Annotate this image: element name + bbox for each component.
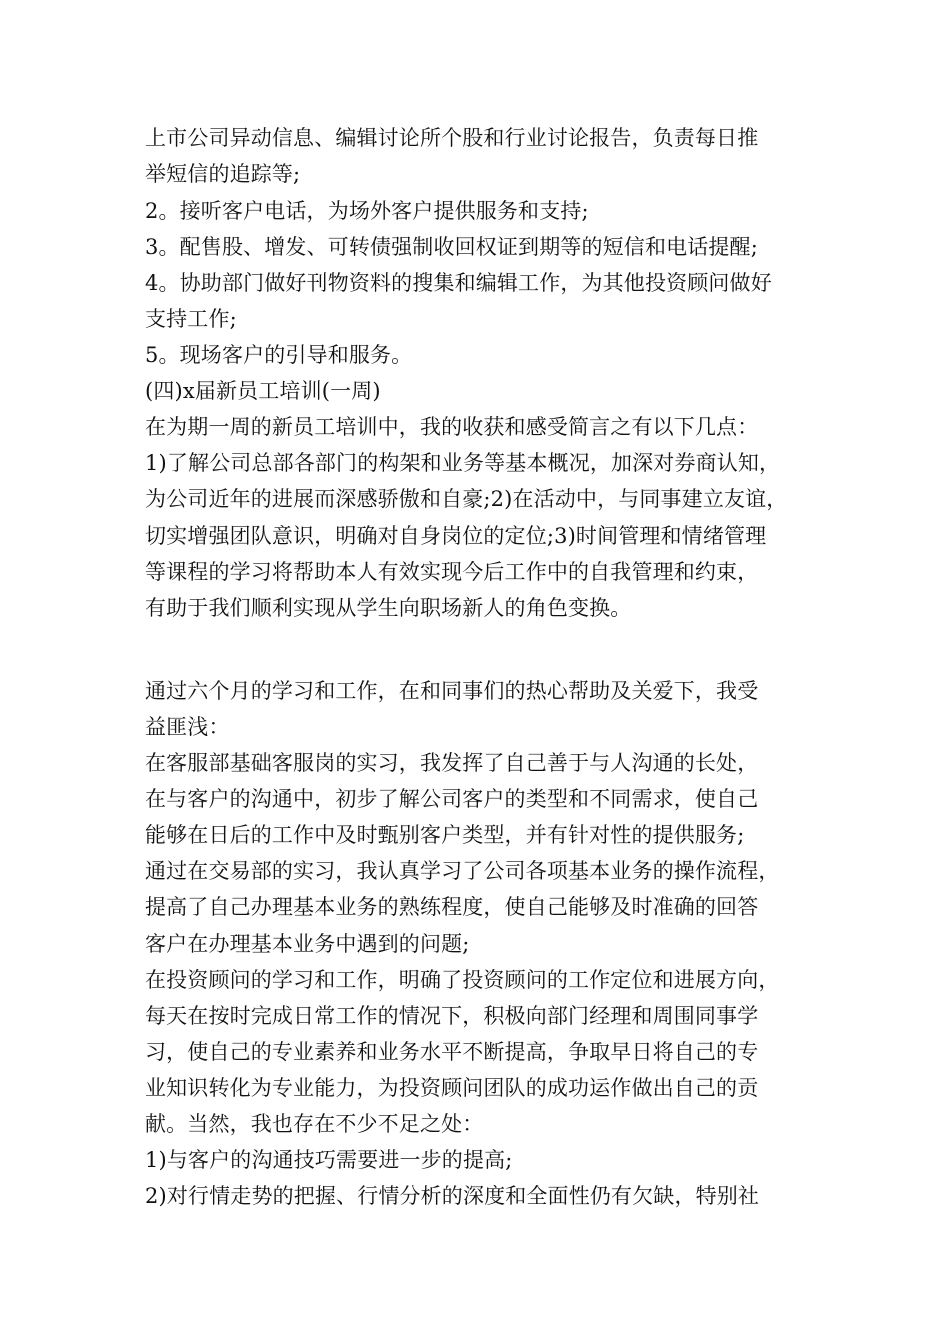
text-line: 通过在交易部的实习，我认真学习了公司各项基本业务的操作流程， [145,859,780,883]
text-line: 在为期一周的新员工培训中，我的收获和感受简言之有以下几点： [145,415,759,439]
text-line: 每天在按时完成日常工作的情况下，积极向部门经理和周围同事学 [145,1004,759,1028]
text-line: 在投资顾问的学习和工作，明确了投资顾问的工作定位和进展方向， [145,968,780,992]
text-line: 在与客户的沟通中，初步了解公司客户的类型和不同需求，使自己 [145,787,759,811]
text-line: 通过六个月的学习和工作，在和同事们的热心帮助及关爱下，我受 [145,679,759,703]
text-line: 能够在日后的工作中及时甄别客户类型，并有针对性的提供服务; [145,823,745,847]
text-line: 提高了自己办理基本业务的熟练程度，使自己能够及时准确的回答 [145,895,759,919]
section-heading: (四)x届新员工培训(一周) [145,379,381,403]
text-line: 在客服部基础客服岗的实习，我发挥了自己善于与人沟通的长处， [145,751,759,775]
text-line: 3。配售股、增发、可转债强制收回权证到期等的短信和电话提醒; [145,235,758,259]
text-line: 有助于我们顺利实现从学生向职场新人的角色变换。 [145,596,632,620]
text-line: 业知识转化为专业能力，为投资顾问团队的成功运作做出自己的贡 [145,1076,759,1100]
text-line: 献。当然，我也存在不少不足之处： [145,1112,484,1136]
text-line: 1)了解公司总部各部门的构架和业务等基本概况，加深对券商认知， [145,451,781,475]
text-line: 举短信的追踪等; [145,162,301,186]
text-line: 4。协助部门做好刊物资料的搜集和编辑工作，为其他投资顾问做好 [145,271,772,295]
text-line: 2)对行情走势的把握、行情分析的深度和全面性仍有欠缺，特别社 [145,1184,760,1208]
text-line: 5。现场客户的引导和服务。 [145,343,413,367]
text-line: 客户在办理基本业务中遇到的问题; [145,932,470,956]
text-line: 2。接听客户电话，为场外客户提供服务和支持; [145,199,589,223]
text-line: 1)与客户的沟通技巧需要进一步的提高; [145,1148,513,1172]
text-line: 益匪浅： [145,715,230,739]
text-line: 上市公司异动信息、编辑讨论所个股和行业讨论报告，负责每日推 [145,126,759,150]
text-line: 为公司近年的进展而深感骄傲和自豪;2)在活动中，与同事建立友谊， [145,487,788,511]
text-line: 习，使自己的专业素养和业务水平不断提高，争取早日将自己的专 [145,1040,759,1064]
text-line: 等课程的学习将帮助本人有效实现今后工作中的自我管理和约束， [145,560,759,584]
text-line: 切实增强团队意识，明确对自身岗位的定位;3)时间管理和情绪管理 [145,524,767,548]
text-line: 支持工作; [145,307,237,331]
